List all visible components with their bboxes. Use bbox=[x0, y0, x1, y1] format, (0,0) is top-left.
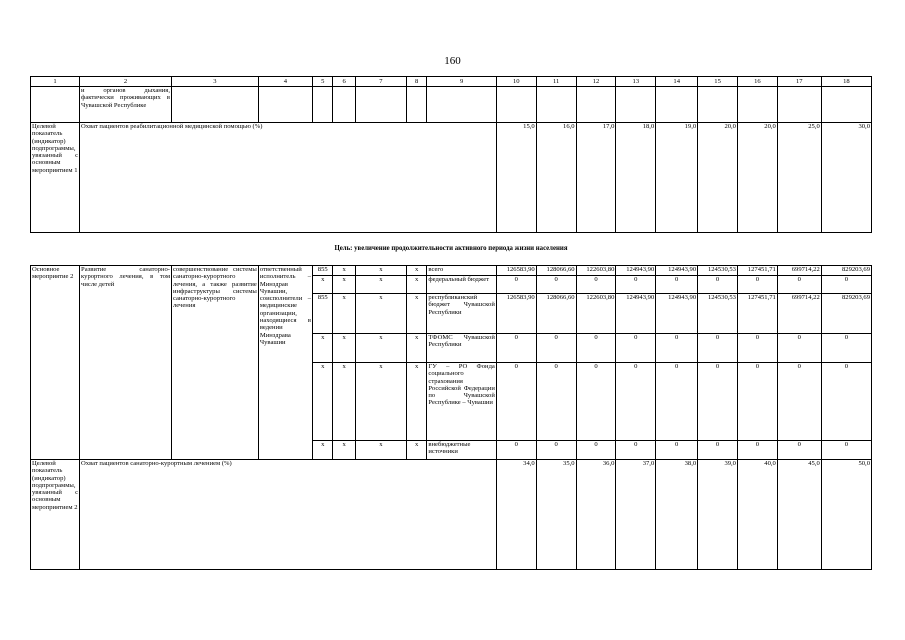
header-cell: 3 bbox=[172, 77, 259, 87]
code-cell: х bbox=[333, 334, 355, 363]
funding-value: 0 bbox=[656, 441, 698, 460]
code-cell: х bbox=[355, 266, 406, 276]
measure-description: совершенствование системы санаторно-курортного лечения, а также развитие инфраструктуры системы санаторно-курортного лечения bbox=[172, 266, 259, 460]
funding-value: 0 bbox=[698, 276, 738, 294]
funding-source: внебюджетные источники bbox=[427, 441, 496, 460]
measure-label: Основное мероприятие 2 bbox=[31, 266, 80, 460]
indicator-label: Целевой показатель (индикатор) подпрограммы, увязанный с основным мероприятием 2 bbox=[31, 460, 80, 570]
header-cell: 8 bbox=[406, 77, 426, 87]
indicator-value: 15,0 bbox=[496, 123, 536, 233]
indicator-value: 25,0 bbox=[777, 123, 821, 233]
code-cell: х bbox=[355, 334, 406, 363]
funding-value: 122603,80 bbox=[576, 294, 616, 334]
funding-value: 0 bbox=[777, 334, 821, 363]
funding-value: 0 bbox=[496, 363, 536, 441]
funding-value: 0 bbox=[496, 441, 536, 460]
funding-value: 0 bbox=[698, 334, 738, 363]
funding-value: 0 bbox=[737, 334, 777, 363]
indicator-label: Целевой показатель (индикатор) подпрограммы, увязанный с основным мероприятием 1 bbox=[31, 123, 80, 233]
indicator-text: Охват пациентов санаторно-курортным лечением (%) bbox=[80, 460, 497, 570]
indicator-value: 30,0 bbox=[821, 123, 871, 233]
funding-source: ТФОМС Чувашской Республики bbox=[427, 334, 496, 363]
funding-value: 122603,80 bbox=[576, 266, 616, 276]
funding-value: 0 bbox=[777, 441, 821, 460]
funding-value: 0 bbox=[616, 276, 656, 294]
funding-value: 127451,71 bbox=[737, 266, 777, 276]
funding-value: 0 bbox=[737, 276, 777, 294]
funding-value: 0 bbox=[496, 276, 536, 294]
indicator-value: 18,0 bbox=[616, 123, 656, 233]
funding-value: 699714,22 bbox=[777, 266, 821, 276]
continuation-row bbox=[31, 87, 872, 123]
header-cell: 14 bbox=[656, 77, 698, 87]
funding-value: 124530,53 bbox=[698, 266, 738, 276]
code-cell: х bbox=[355, 441, 406, 460]
header-cell: 9 bbox=[427, 77, 496, 87]
header-cell: 2 bbox=[80, 77, 172, 87]
header-cell: 7 bbox=[355, 77, 406, 87]
funding-value: 0 bbox=[698, 363, 738, 441]
funding-value: 0 bbox=[576, 276, 616, 294]
funding-value: 829203,69 bbox=[821, 294, 871, 334]
funding-value: 0 bbox=[821, 441, 871, 460]
measure-row bbox=[31, 266, 872, 276]
funding-value: 0 bbox=[616, 363, 656, 441]
funding-value: 124943,90 bbox=[656, 294, 698, 334]
funding-value: 0 bbox=[536, 363, 576, 441]
code-cell: х bbox=[406, 266, 426, 276]
indicator-value: 34,0 bbox=[496, 460, 536, 570]
header-cell: 17 bbox=[777, 77, 821, 87]
funding-value: 0 bbox=[536, 334, 576, 363]
header-cell: 6 bbox=[333, 77, 355, 87]
code-cell: х bbox=[406, 441, 426, 460]
funding-value: 0 bbox=[536, 276, 576, 294]
indicator-value: 45,0 bbox=[777, 460, 821, 570]
funding-value: 0 bbox=[576, 441, 616, 460]
code-cell: х bbox=[313, 276, 333, 294]
header-cell: 12 bbox=[576, 77, 616, 87]
funding-value: 126583,90 bbox=[496, 266, 536, 276]
funding-value: 0 bbox=[656, 363, 698, 441]
indicator-text: Охват пациентов реабилитационной медицинской помощью (%) bbox=[80, 123, 497, 233]
indicator-value: 17,0 bbox=[576, 123, 616, 233]
code-cell: х bbox=[355, 363, 406, 441]
funding-value: 124530,53 bbox=[698, 294, 738, 334]
funding-source: ГУ – РО Фонда социального страхования Российской Федерации по Чувашской Республике – Чувашии bbox=[427, 363, 496, 441]
funding-value: 0 bbox=[821, 363, 871, 441]
header-cell: 1 bbox=[31, 77, 80, 87]
header-cell: 16 bbox=[737, 77, 777, 87]
funding-value: 126583,90 bbox=[496, 294, 536, 334]
header-row bbox=[31, 77, 872, 87]
code-cell: х bbox=[333, 363, 355, 441]
code-cell: х bbox=[406, 294, 426, 334]
indicator-value: 35,0 bbox=[536, 460, 576, 570]
program-table bbox=[30, 76, 872, 570]
goal-row bbox=[31, 233, 872, 266]
code-cell: х bbox=[355, 294, 406, 334]
code-cell: х bbox=[333, 266, 355, 276]
funding-source: республиканский бюджет Чувашской Республики bbox=[427, 294, 496, 334]
code-cell: х bbox=[313, 334, 333, 363]
indicator-value: 20,0 bbox=[698, 123, 738, 233]
indicator-value: 40,0 bbox=[737, 460, 777, 570]
funding-value: 124943,90 bbox=[656, 266, 698, 276]
funding-value: 0 bbox=[616, 334, 656, 363]
header-cell: 11 bbox=[536, 77, 576, 87]
code-cell: х bbox=[406, 276, 426, 294]
header-cell: 4 bbox=[258, 77, 312, 87]
funding-value: 0 bbox=[737, 441, 777, 460]
funding-value: 128066,60 bbox=[536, 294, 576, 334]
indicator-value: 37,0 bbox=[616, 460, 656, 570]
code-cell: х bbox=[333, 441, 355, 460]
continuation-text: и органов дыхания, фактически проживающих в Чувашской Республике bbox=[80, 87, 172, 123]
funding-value: 0 bbox=[698, 441, 738, 460]
indicator-value: 38,0 bbox=[656, 460, 698, 570]
funding-value: 0 bbox=[536, 441, 576, 460]
code-cell: х bbox=[313, 441, 333, 460]
funding-value: 0 bbox=[777, 363, 821, 441]
header-cell: 15 bbox=[698, 77, 738, 87]
measure-responsible: ответственный исполнитель – Минздрав Чувашии, соисполнители – медицинские организации, находящиеся в ведении Минздрава Чувашии bbox=[258, 266, 312, 460]
funding-value: 0 bbox=[821, 276, 871, 294]
indicator-row-1 bbox=[31, 123, 872, 233]
funding-value: 699714,22 bbox=[777, 294, 821, 334]
funding-value: 0 bbox=[656, 276, 698, 294]
indicator-row-2 bbox=[31, 460, 872, 570]
program-table-wrap bbox=[30, 76, 872, 570]
code-cell: 855 bbox=[313, 266, 333, 276]
indicator-value: 39,0 bbox=[698, 460, 738, 570]
funding-value: 0 bbox=[576, 334, 616, 363]
code-cell: х bbox=[333, 276, 355, 294]
code-cell: х bbox=[406, 363, 426, 441]
funding-value: 127451,71 bbox=[737, 294, 777, 334]
funding-value: 829203,69 bbox=[821, 266, 871, 276]
goal-text: Цель: увеличение продолжительности активного периода жизни населения bbox=[31, 233, 872, 266]
code-cell: х bbox=[313, 363, 333, 441]
indicator-value: 50,0 bbox=[821, 460, 871, 570]
funding-value: 124943,90 bbox=[616, 266, 656, 276]
indicator-value: 20,0 bbox=[737, 123, 777, 233]
funding-value: 128066,60 bbox=[536, 266, 576, 276]
measure-name: Развитие санаторно-курортного лечения, в том числе детей bbox=[80, 266, 172, 460]
funding-value: 0 bbox=[737, 363, 777, 441]
indicator-value: 19,0 bbox=[656, 123, 698, 233]
funding-value: 0 bbox=[616, 441, 656, 460]
header-cell: 10 bbox=[496, 77, 536, 87]
code-cell: 855 bbox=[313, 294, 333, 334]
funding-value: 0 bbox=[656, 334, 698, 363]
code-cell: х bbox=[333, 294, 355, 334]
funding-value: 0 bbox=[496, 334, 536, 363]
funding-value: 0 bbox=[576, 363, 616, 441]
funding-source: всего bbox=[427, 266, 496, 276]
funding-value: 0 bbox=[821, 334, 871, 363]
header-cell: 18 bbox=[821, 77, 871, 87]
indicator-value: 16,0 bbox=[536, 123, 576, 233]
funding-source: федеральный бюджет bbox=[427, 276, 496, 294]
code-cell: х bbox=[355, 276, 406, 294]
funding-value: 124943,90 bbox=[616, 294, 656, 334]
header-cell: 5 bbox=[313, 77, 333, 87]
indicator-value: 36,0 bbox=[576, 460, 616, 570]
code-cell: х bbox=[406, 334, 426, 363]
header-cell: 13 bbox=[616, 77, 656, 87]
page-number: 160 bbox=[444, 55, 461, 67]
funding-value: 0 bbox=[777, 276, 821, 294]
